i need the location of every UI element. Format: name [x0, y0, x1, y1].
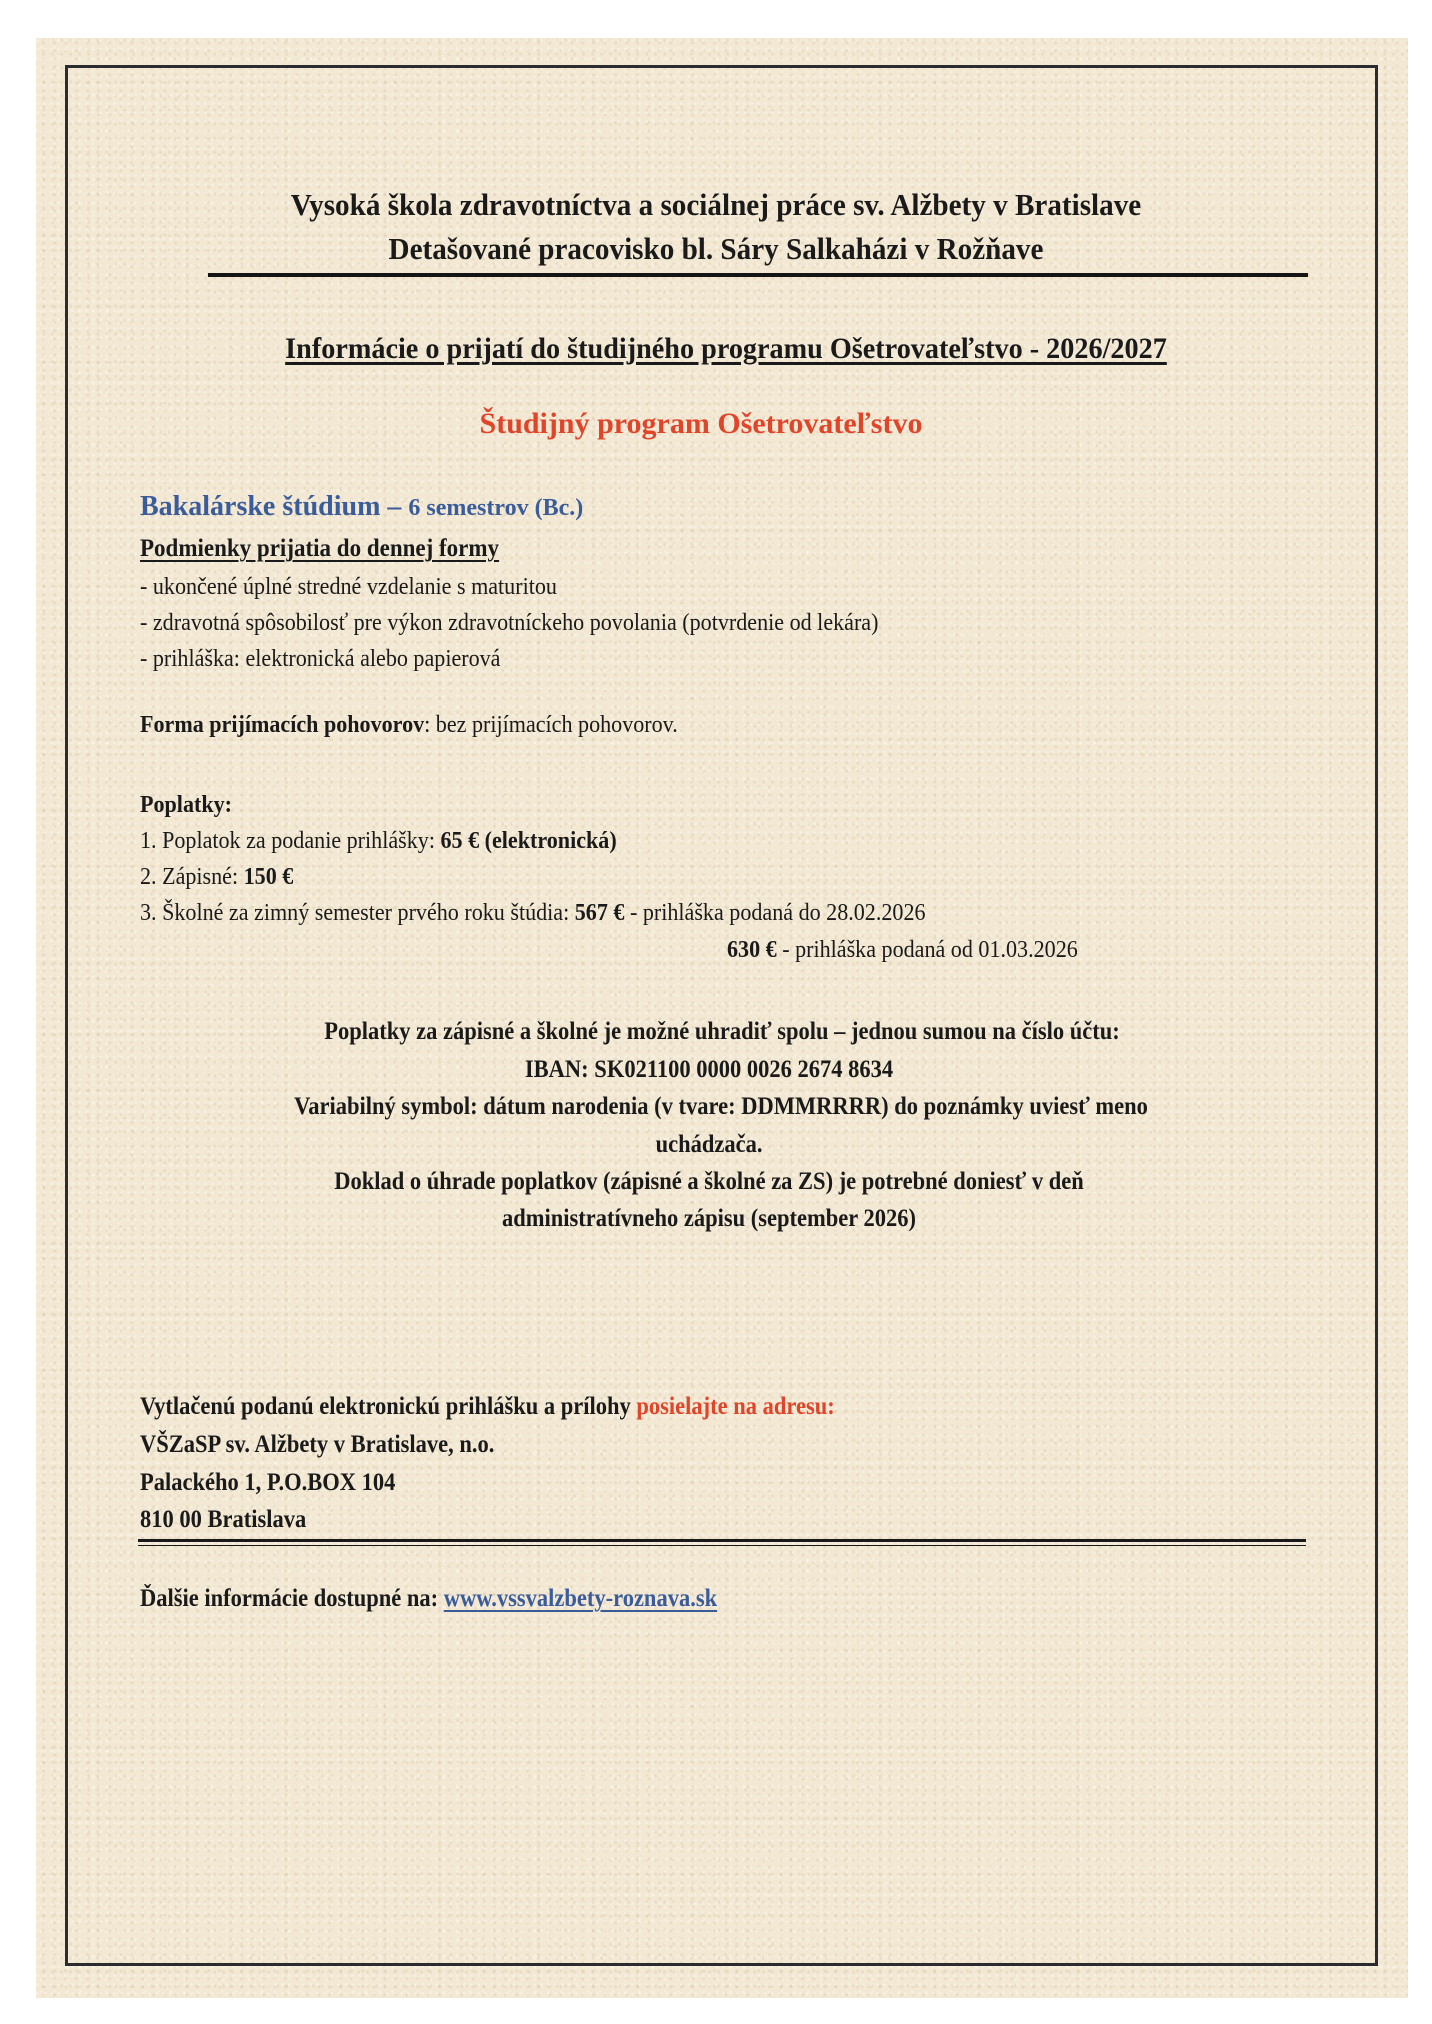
study-heading: Bakalárske štúdium — [140, 491, 381, 522]
fee-value: 150 € — [243, 864, 294, 890]
fees-heading: Poplatky: — [140, 792, 233, 818]
payment-proof-cont: administratívneho zápisu (september 2026) — [502, 1205, 916, 1232]
address-intro-red: posielajte na adresu: — [636, 1393, 835, 1420]
address-line: 810 00 Bratislava — [140, 1506, 307, 1533]
program-name: Študijný program Ošetrovateľstvo — [479, 407, 923, 440]
fee-label: 3. Školné za zimný semester prvého roku štúdia: — [140, 900, 575, 926]
study-dash: – — [380, 491, 409, 522]
conditions-heading: Podmienky prijatia do dennej formy — [140, 535, 500, 562]
fee-label: 1. Poplatok za podanie prihlášky: — [140, 828, 441, 854]
fee-value: 630 € — [727, 937, 777, 963]
payment-proof: Doklad o úhrade poplatkov (zápisné a školné za ZS) je potrebné doniesť v deň — [334, 1168, 1084, 1195]
more-info-label: Ďalšie informácie dostupné na: — [140, 1585, 444, 1612]
interview-value: bez prijímacích pohovorov. — [430, 712, 678, 738]
fee-item-application — [140, 828, 617, 855]
payment-line: Poplatky za zápisné a školné je možné uhradiť spolu – jednou sumou na číslo účtu: — [324, 1018, 1120, 1045]
fee-value: 567 € — [574, 900, 625, 926]
iban: IBAN: SK021100 0000 0026 2674 8634 — [524, 1056, 894, 1083]
address-divider-thin — [138, 1545, 1306, 1546]
website-link[interactable]: www.vssvalzbety-roznava.sk — [443, 1585, 718, 1612]
variable-symbol: Variabilný symbol: dátum narodenia (v tvare: DDMMRRRR) do poznámky uviesť meno — [294, 1093, 1148, 1120]
interview-form — [140, 712, 678, 739]
condition-item: - ukončené úplné stredné vzdelanie s maturitou — [140, 574, 557, 600]
interview-colon: : — [424, 712, 431, 738]
fee-item-tuition-late — [727, 937, 1078, 964]
address-intro — [140, 1393, 835, 1421]
fee-note: - prihláška podaná od 01.03.2026 — [776, 937, 1078, 963]
address-intro-text: Vytlačenú podanú elektronickú prihlášku a prílohy — [140, 1393, 637, 1420]
study-detail: 6 semestrov (Bc.) — [408, 495, 584, 521]
study-type — [140, 491, 583, 523]
fee-value: 65 € (elektronická) — [440, 828, 617, 854]
interview-label: Forma prijímacích pohovorov — [140, 712, 425, 738]
fee-label: 2. Zápisné: — [140, 864, 244, 890]
variable-symbol-cont: uchádzača. — [655, 1131, 763, 1158]
address-line: VŠZaSP sv. Alžbety v Bratislave, n.o. — [140, 1431, 495, 1458]
fee-note: - prihláška podaná do 28.02.2026 — [624, 900, 926, 926]
fee-item-enrollment — [140, 864, 293, 891]
condition-item: - prihláška: elektronická alebo papierová — [140, 646, 501, 672]
fee-item-tuition — [140, 900, 926, 927]
header-divider — [208, 273, 1308, 277]
address-line: Palackého 1, P.O.BOX 104 — [140, 1469, 396, 1496]
document-title: Informácie o prijatí do študijného programu Ošetrovateľstvo - 2026/2027 — [285, 332, 1167, 365]
institution-branch: Detašované pracovisko bl. Sáry Salkaházi v Rožňave — [388, 231, 1044, 266]
more-info — [140, 1585, 717, 1613]
institution-name: Vysoká škola zdravotníctva a sociálnej práce sv. Alžbety v Bratislave — [290, 187, 1142, 222]
condition-item: - zdravotná spôsobilosť pre výkon zdravotníckeho povolania (potvrdenie od lekára) — [140, 610, 879, 636]
address-divider-thick — [138, 1539, 1306, 1542]
